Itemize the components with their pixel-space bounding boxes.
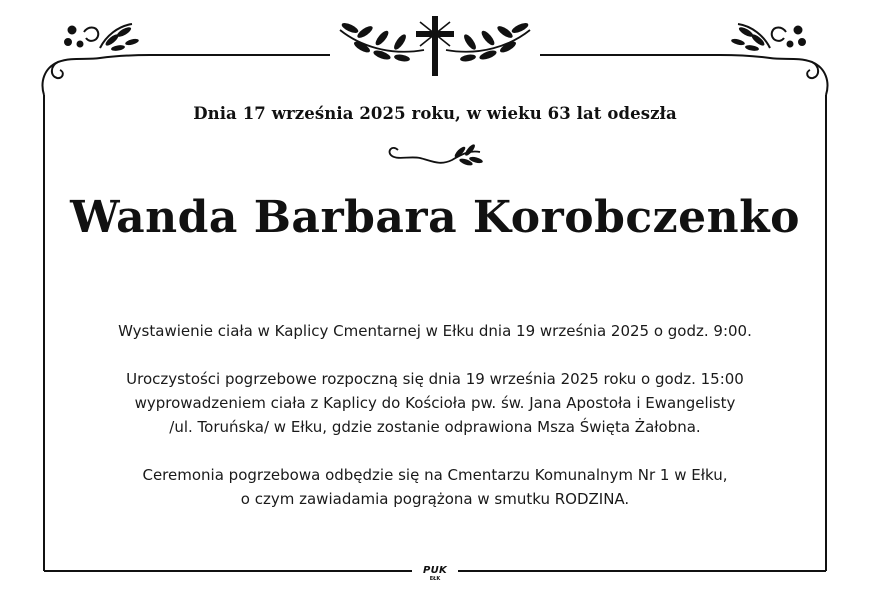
text-line: Wystawienie ciała w Kaplicy Cmentarnej w Ełku dnia 19 września 2025 o godz. 9:00.	[118, 322, 752, 340]
funeral-mass-paragraph	[40, 367, 830, 439]
cross-with-olive-branches-icon	[340, 16, 530, 76]
text-line: wyprowadzeniem ciała z Kaplicy do Kościoła pw. św. Jana Apostoła i Ewangelisty	[134, 394, 736, 412]
floral-flourish-icon	[720, 24, 827, 95]
text-line: o czym zawiadamia pogrążona w smutku RODZINA.	[240, 490, 630, 508]
viewing-paragraph	[40, 319, 830, 343]
death-date-line: Dnia 17 września 2025 roku, w wieku 63 lat odeszła	[193, 104, 677, 123]
puk-logo-subtext: EŁK	[429, 576, 441, 582]
leaf-swirl-icon	[390, 143, 484, 167]
deceased-name: Wanda Barbara Korobczenko	[70, 192, 800, 243]
text-line: Ceremonia pogrzebowa odbędzie się na Cmentarzu Komunalnym Nr 1 w Ełku,	[142, 466, 728, 484]
text-line: /ul. Toruńska/ w Ełku, gdzie zostanie odprawiona Msza Święta Żałobna.	[169, 418, 701, 436]
floral-flourish-icon	[43, 24, 150, 95]
puk-logo-text: PUK	[422, 565, 448, 576]
burial-paragraph	[40, 463, 830, 511]
text-line: Uroczystości pogrzebowe rozpoczną się dnia 19 września 2025 roku o godz. 15:00	[126, 370, 744, 388]
